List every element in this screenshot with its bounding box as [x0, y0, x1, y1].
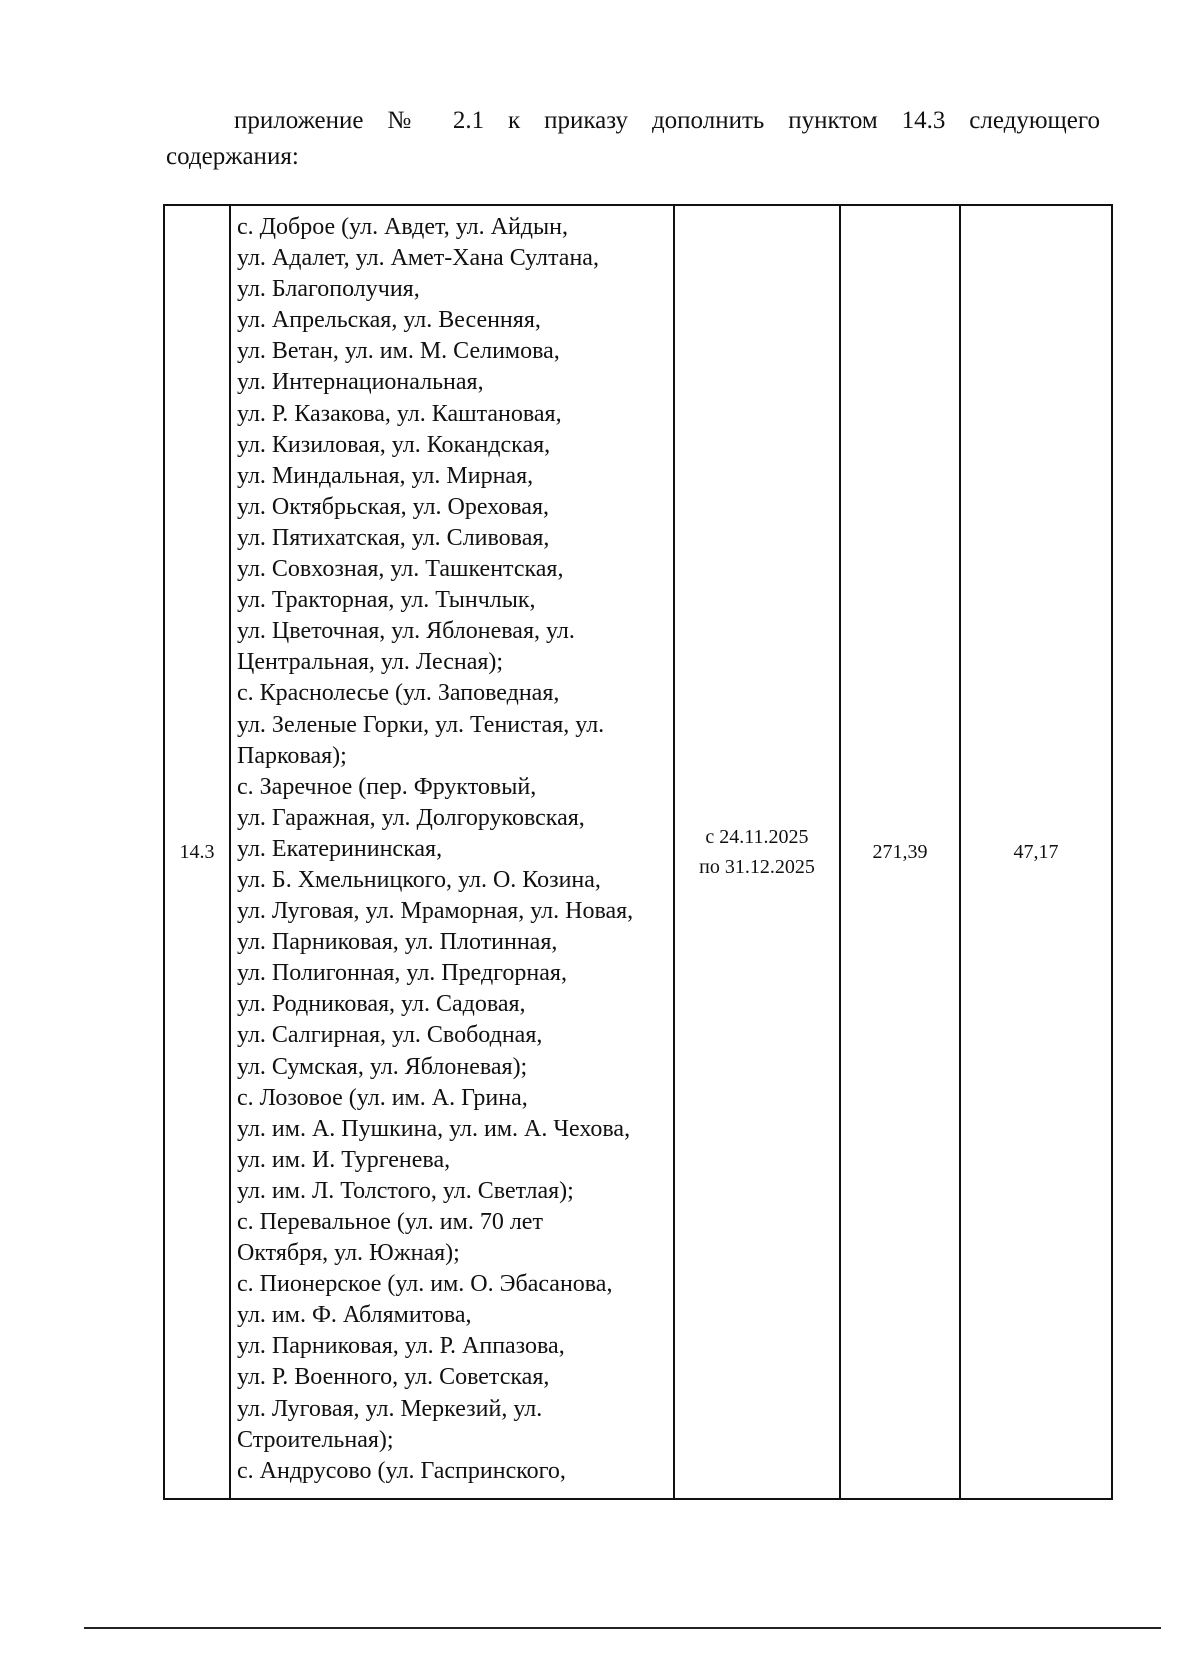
address-line: с. Перевальное (ул. им. 70 лет	[237, 1209, 543, 1235]
address-line: ул. Р. Казакова, ул. Каштановая,	[237, 400, 562, 427]
address-line: ул. им. А. Пушкина, ул. им. А. Чехова,	[237, 1115, 631, 1142]
address-line: ул. Родниковая, ул. Садовая,	[237, 991, 526, 1018]
address-line: с. Андрусово (ул. Гаспринского,	[237, 1457, 566, 1484]
address-line: ул. Луговая, ул. Мраморная, ул. Новая,	[237, 898, 634, 925]
row-number-cell	[164, 205, 230, 1499]
address-line: ул. Парниковая, ул. Р. Аппазова,	[237, 1333, 565, 1360]
address-line: с. Лозовое (ул. им. А. Грина,	[237, 1084, 528, 1111]
row-number: 14.3	[179, 840, 215, 863]
address-line: с. Доброе (ул. Авдет, ул. Айдын,	[237, 214, 568, 240]
address-line: ул. Сумская, ул. Яблоневая);	[237, 1053, 528, 1080]
address-line: ул. Октябрьская, ул. Ореховая,	[237, 493, 549, 520]
period-cell	[674, 205, 840, 1499]
address-line: ул. Ветан, ул. им. М. Селимова,	[237, 338, 560, 365]
address-line: ул. Адалет, ул. Амет-Хана Султана,	[237, 245, 599, 272]
address-line: Октября, ул. Южная);	[237, 1240, 460, 1267]
address-line: ул. Миндальная, ул. Мирная,	[237, 462, 534, 489]
table-row	[164, 205, 1112, 1499]
value-2-cell	[960, 205, 1112, 1499]
value-1-cell	[840, 205, 960, 1499]
address-line: ул. Зеленые Горки, ул. Тенистая, ул.	[237, 711, 605, 738]
address-line: ул. Р. Военного, ул. Советская,	[237, 1364, 550, 1391]
address-line: ул. им. Ф. Аблямитова,	[237, 1302, 472, 1329]
address-line: ул. Парниковая, ул. Плотинная,	[237, 929, 558, 956]
address-line: ул. Салгирная, ул. Свободная,	[237, 1022, 543, 1049]
address-line: ул. Кизиловая, ул. Кокандская,	[237, 431, 551, 458]
intro-paragraph	[166, 103, 1100, 175]
intro-line-1: приложение № 2.1 к приказу дополнить пунктом 14.3 следующего	[234, 107, 1100, 134]
address-line: с. Пионерское (ул. им. О. Эбасанова,	[237, 1271, 613, 1298]
address-line: Центральная, ул. Лесная);	[237, 649, 504, 676]
address-line: ул. Цветочная, ул. Яблоневая, ул.	[237, 618, 575, 645]
address-cell	[230, 205, 674, 1499]
address-line: ул. Б. Хмельницкого, ул. О. Козина,	[237, 866, 601, 893]
intro-line-2: содержания:	[166, 143, 299, 170]
value-1: 271,39	[872, 840, 928, 863]
address-list	[237, 212, 669, 1487]
address-line: ул. Интернациональная,	[237, 369, 484, 396]
address-line: с. Заречное (пер. Фруктовый,	[237, 773, 537, 800]
address-line: ул. Екатерининская,	[237, 835, 443, 862]
address-line: ул. Гаражная, ул. Долгоруковская,	[237, 804, 585, 831]
address-line: ул. Совхозная, ул. Ташкентская,	[237, 556, 564, 583]
address-line: ул. Пятихатская, ул. Сливовая,	[237, 524, 550, 551]
value-2: 47,17	[1013, 840, 1059, 863]
footer-rule	[84, 1627, 1161, 1629]
address-line: ул. Полигонная, ул. Предгорная,	[237, 960, 567, 987]
period-from: с 24.11.2025	[705, 826, 809, 848]
address-line: Парковая);	[237, 742, 347, 769]
address-line: ул. им. Л. Толстого, ул. Светлая);	[237, 1177, 574, 1204]
tariff-table	[163, 204, 1113, 1500]
address-line: ул. Луговая, ул. Меркезий, ул.	[237, 1395, 543, 1422]
address-line: Строительная);	[237, 1426, 394, 1453]
address-line: ул. Благополучия,	[237, 276, 420, 303]
period-to: по 31.12.2025	[699, 856, 815, 878]
address-line: ул. Тракторная, ул. Тынчлык,	[237, 587, 536, 614]
address-line: ул. им. И. Тургенева,	[237, 1146, 451, 1173]
address-line: с. Краснолесье (ул. Заповедная,	[237, 680, 560, 707]
address-line: ул. Апрельская, ул. Весенняя,	[237, 307, 541, 334]
